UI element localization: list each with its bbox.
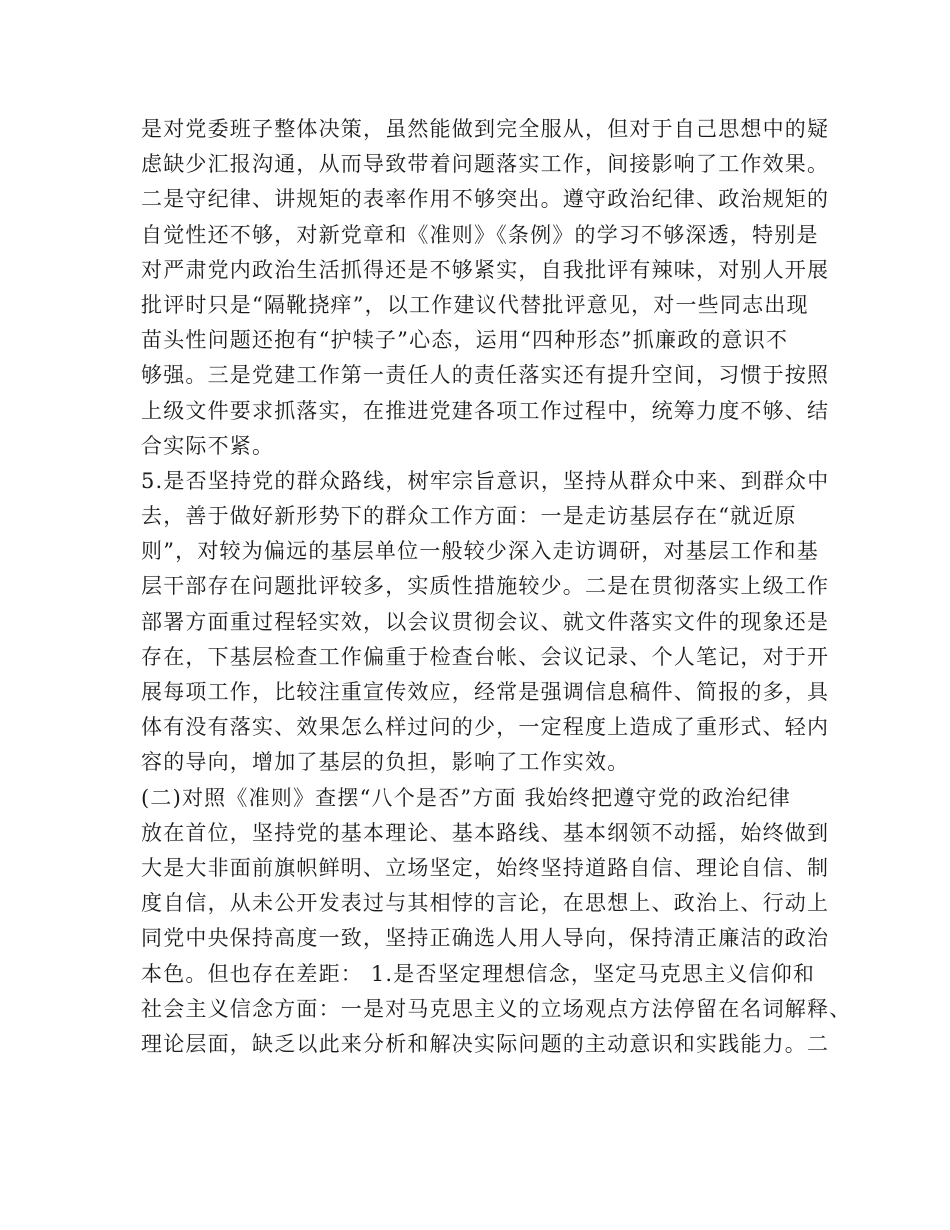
text-line: 层干部存在问题批评较多，实质性措施较少。二是在贯彻落实上级工作	[141, 574, 830, 599]
text-line: 5.是否坚持党的群众路线，树牢宗旨意识，坚持从群众中来、到群众中	[141, 468, 830, 493]
text-line: 对严肃党内政治生活抓得还是不够紧实，自我批评有辣味，对别人开展	[141, 257, 830, 282]
text-line: 合实际不紧。	[141, 433, 275, 458]
text-line: 批评时只是“隔靴挠痒”，以工作建议代替批评意见，对一些同志出现	[141, 292, 809, 317]
text-line: 放在首位，坚持党的基本理论、基本路线、基本纲领不动摇，始终做到	[141, 820, 830, 845]
text-line: 部署方面重过程轻实效，以会议贯彻会议、就文件落实文件的现象还是	[141, 609, 830, 634]
text-line: 则”，对较为偏远的基层单位一般较少深入走访调研，对基层工作和基	[141, 539, 819, 564]
text-line: 虑缺少汇报沟通，从而导致带着问题落实工作，间接影响了工作效果。	[141, 152, 830, 177]
text-line: 度自信，从未公开发表过与其相悖的言论，在思想上、政治上、行动上	[141, 891, 830, 916]
text-line: 展每项工作，比较注重宣传效应，经常是强调信息稿件、简报的多，具	[141, 680, 830, 704]
text-line: 去，善于做好新形势下的群众工作方面：一是走访基层存在“就近原	[141, 504, 797, 529]
body-text	[141, 112, 852, 1062]
text-line: 自觉性还不够，对新党章和《准则》《条例》的学习不够深透，特别是	[141, 222, 819, 247]
text-line: (二)对照《准则》查摆“八个是否”方面 我始终把遵守党的政治纪律	[141, 785, 791, 810]
text-line: 大是大非面前旗帜鲜明、立场坚定，始终坚持道路自信、理论自信、制	[141, 855, 830, 880]
text-line: 是对党委班子整体决策，虽然能做到完全服从，但对于自己思想中的疑	[141, 117, 830, 141]
text-line: 上级文件要求抓落实，在推进党建各项工作过程中，统筹力度不够、结	[141, 398, 830, 423]
text-line: 苗头性问题还抱有“护犊子”心态，运用“四种形态”抓廉政的意识不	[141, 328, 789, 353]
text-line: 二是守纪律、讲规矩的表率作用不够突出。遵守政治纪律、政治规矩的	[141, 187, 830, 212]
text-line: 理论层面，缺乏以此来分析和解决实际问题的主动意识和实践能力。二	[141, 1031, 830, 1056]
text-line: 同党中央保持高度一致，坚持正确选人用人导向，保持清正廉洁的政治	[141, 926, 830, 951]
text-line: 本色。但也存在差距： 1.是否坚定理想信念，坚定马克思主义信仰和	[141, 961, 816, 986]
text-line: 够强。三是党建工作第一责任人的责任落实还有提升空间，习惯于按照	[141, 363, 830, 388]
text-line: 体有没有落实、效果怎么样过问的少，一定程度上造成了重形式、轻内	[141, 715, 830, 740]
text-line: 社会主义信念方面：一是对马克思主义的立场观点方法停留在名词解释、	[141, 996, 852, 1021]
text-line: 存在，下基层检查工作偏重于检查台帐、会议记录、个人笔记，对于开	[141, 644, 830, 669]
text-line: 容的导向，增加了基层的负担，影响了工作实效。	[141, 750, 630, 775]
